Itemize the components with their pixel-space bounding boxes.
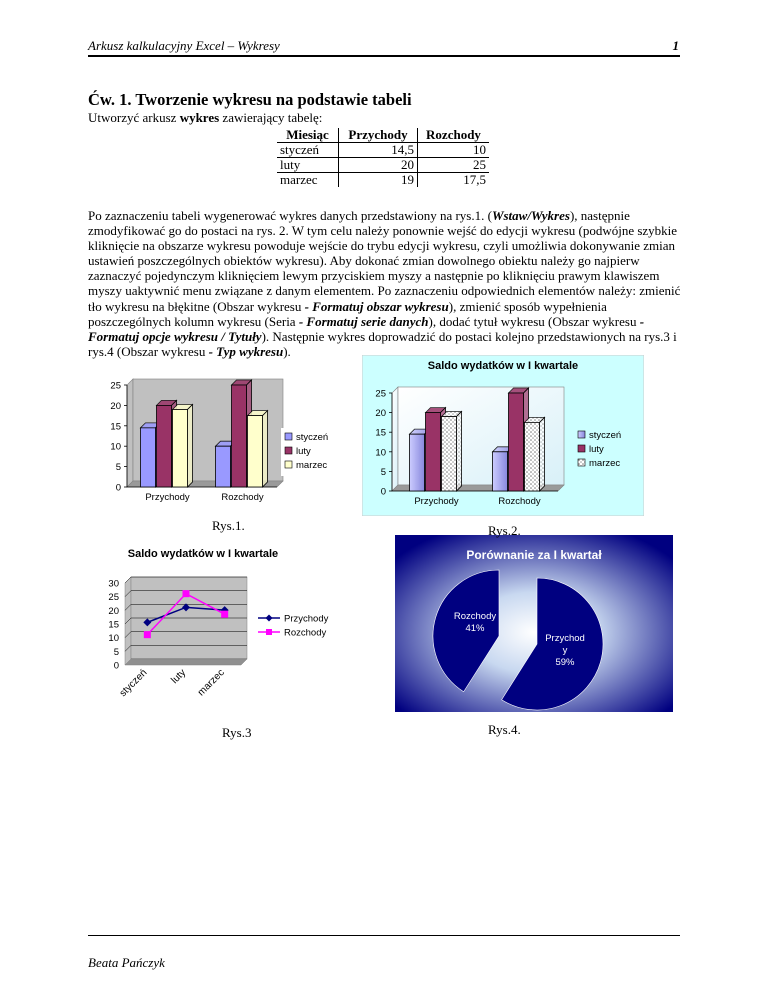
table-cell: 10	[418, 143, 490, 158]
table-cell: styczeń	[277, 143, 339, 158]
legend-label: Przychody	[284, 613, 329, 625]
y-tick-label: 10	[108, 633, 119, 645]
instructions-paragraph: Po zaznaczeniu tabeli wygenerować wykres danych przedstawiony na rys.1. (Wstaw/Wykres), następnie zmodyfikować go do postaci na rys. 2. W tym celu należy ponownie wejść do edycji wykresu (podwójne szybkie kliknięcie na obszarze wykresu powoduje wejście do trybu edycji wykresu, czyli umożliwia dokonywanie zmian ustawień poszczególnych obiektów wykresu). Aby dokonać zmian dowolnego obiektu należy go najpierw zaznaczyć pojedynczym kliknięciem lewym przyciskiem myszy a następnie po kliknięciu prawym klawiszem myszy uaktywnić menu związane z danym elementem. Po zaznaczeniu odpowiednich elementów należy: zmienić tło wykresu na błękitne (Obszar wykresu - Formatuj obszar wykresu), zmienić sposób wypełnienia poszczególnych kolumn wykresu (Seria - Formatuj serie danych), dodać tytuł wykresu (Obszar wykresu - Formatuj opcje wykresu / Tytuły). Następnie wykres doprowadzić do postaci kolejno przedstawionych na rys.3 i rys.4 (Obszar wykresu - Typ wykresu).	[88, 208, 681, 359]
x-tick-label: marzec	[195, 667, 227, 699]
header-divider	[88, 55, 680, 57]
table-cell: 25	[418, 158, 490, 173]
data-table	[277, 128, 489, 187]
chart-rys2	[362, 355, 644, 516]
table-row	[277, 158, 489, 173]
chart-rys4	[395, 535, 673, 712]
bar-marzec	[173, 404, 193, 487]
y-tick-label: 10	[375, 447, 386, 459]
slice-pct-label: 41%	[465, 623, 485, 634]
legend-swatch	[578, 431, 585, 438]
y-tick-label: 5	[115, 462, 121, 474]
data-point	[183, 590, 190, 597]
caption-rys1: Rys.1.	[212, 518, 245, 533]
table-cell: 20	[339, 158, 418, 173]
legend-swatch	[285, 447, 292, 454]
table-header: Rozchody	[418, 128, 490, 143]
table-cell: marzec	[277, 173, 339, 188]
x-tick-label: luty	[169, 667, 189, 687]
x-tick-label: Przychody	[145, 492, 190, 503]
y-tick-label: 15	[108, 619, 119, 631]
chart-title: Saldo wydatków w I kwartale	[427, 360, 579, 372]
legend-marker	[266, 629, 272, 635]
slice-pct-label: 59%	[555, 657, 575, 668]
data-point	[221, 611, 228, 618]
y-tick-label: 0	[115, 482, 121, 494]
y-tick-label: 20	[108, 605, 119, 617]
bar-marzec	[442, 412, 462, 491]
legend-label: styczeń	[589, 430, 622, 441]
chart-title: Saldo wydatków w I kwartale	[127, 548, 279, 560]
table-cell: 14,5	[339, 143, 418, 158]
legend-label: marzec	[296, 460, 328, 471]
caption-rys3: Rys.3	[222, 725, 252, 740]
footer-author: Beata Pańczyk	[88, 955, 165, 970]
table-cell: luty	[277, 158, 339, 173]
y-tick-label: 0	[113, 660, 119, 672]
bar-marzec	[248, 411, 268, 487]
y-tick-label: 20	[110, 400, 121, 412]
exercise-title: Ćw. 1. Tworzenie wykresu na podstawie tabeli	[88, 90, 412, 109]
y-tick-label: 25	[108, 592, 119, 604]
legend-swatch	[285, 433, 292, 440]
chart-title: Porównanie za I kwartał	[466, 548, 602, 562]
y-tick-label: 15	[375, 427, 386, 439]
table-cell: 17,5	[463, 172, 486, 187]
table-row	[277, 173, 489, 188]
slice-label: Przychod	[545, 633, 585, 644]
slice-label: y	[562, 645, 568, 656]
caption-rys2: Rys.2.	[488, 523, 521, 538]
side-wall	[127, 379, 133, 487]
table-header-row	[277, 128, 489, 143]
y-tick-label: 20	[375, 408, 386, 420]
x-tick-label: Rozchody	[498, 496, 541, 507]
caption-rys4: Rys.4.	[488, 722, 521, 737]
x-tick-label: Przychody	[414, 496, 459, 507]
legend	[574, 426, 636, 474]
legend-label: Rozchody	[284, 627, 327, 639]
page-number: 1	[672, 38, 679, 53]
side-wall	[392, 387, 398, 491]
table-header: Przychody	[339, 128, 418, 143]
footer-divider	[88, 935, 680, 936]
table-header: Miesiąc	[277, 128, 339, 143]
y-tick-label: 25	[110, 380, 121, 392]
legend	[253, 608, 365, 642]
legend-swatch	[285, 461, 292, 468]
x-tick-label: Rozchody	[221, 492, 264, 503]
chart-rys3	[103, 540, 373, 720]
y-tick-label: 5	[113, 646, 119, 658]
legend-swatch	[578, 445, 585, 452]
y-tick-label: 5	[380, 466, 386, 478]
header-title: Arkusz kalkulacyjny Excel – Wykresy	[88, 38, 280, 53]
chart-rys1	[95, 375, 385, 515]
data-point	[144, 631, 151, 638]
exercise-intro: Utworzyć arkusz wykres zawierający tabelę:	[88, 110, 323, 125]
y-tick-label: 30	[108, 578, 119, 590]
slice-label: Rozchody	[453, 611, 497, 622]
y-tick-label: 10	[110, 441, 121, 453]
table-row	[277, 143, 489, 158]
page-header	[88, 38, 679, 54]
legend-swatch	[578, 459, 585, 466]
table-cell: 19	[339, 173, 418, 188]
legend-label: luty	[589, 444, 604, 455]
y-tick-label: 25	[375, 388, 386, 400]
legend-label: marzec	[589, 458, 621, 469]
floor	[125, 659, 247, 665]
y-tick-label: 15	[110, 421, 121, 433]
x-tick-label: styczeń	[117, 667, 150, 700]
legend	[281, 428, 353, 476]
legend-label: luty	[296, 446, 311, 457]
y-tick-label: 0	[380, 486, 386, 498]
bar-marzec	[525, 417, 545, 491]
legend-label: styczeń	[296, 432, 329, 443]
